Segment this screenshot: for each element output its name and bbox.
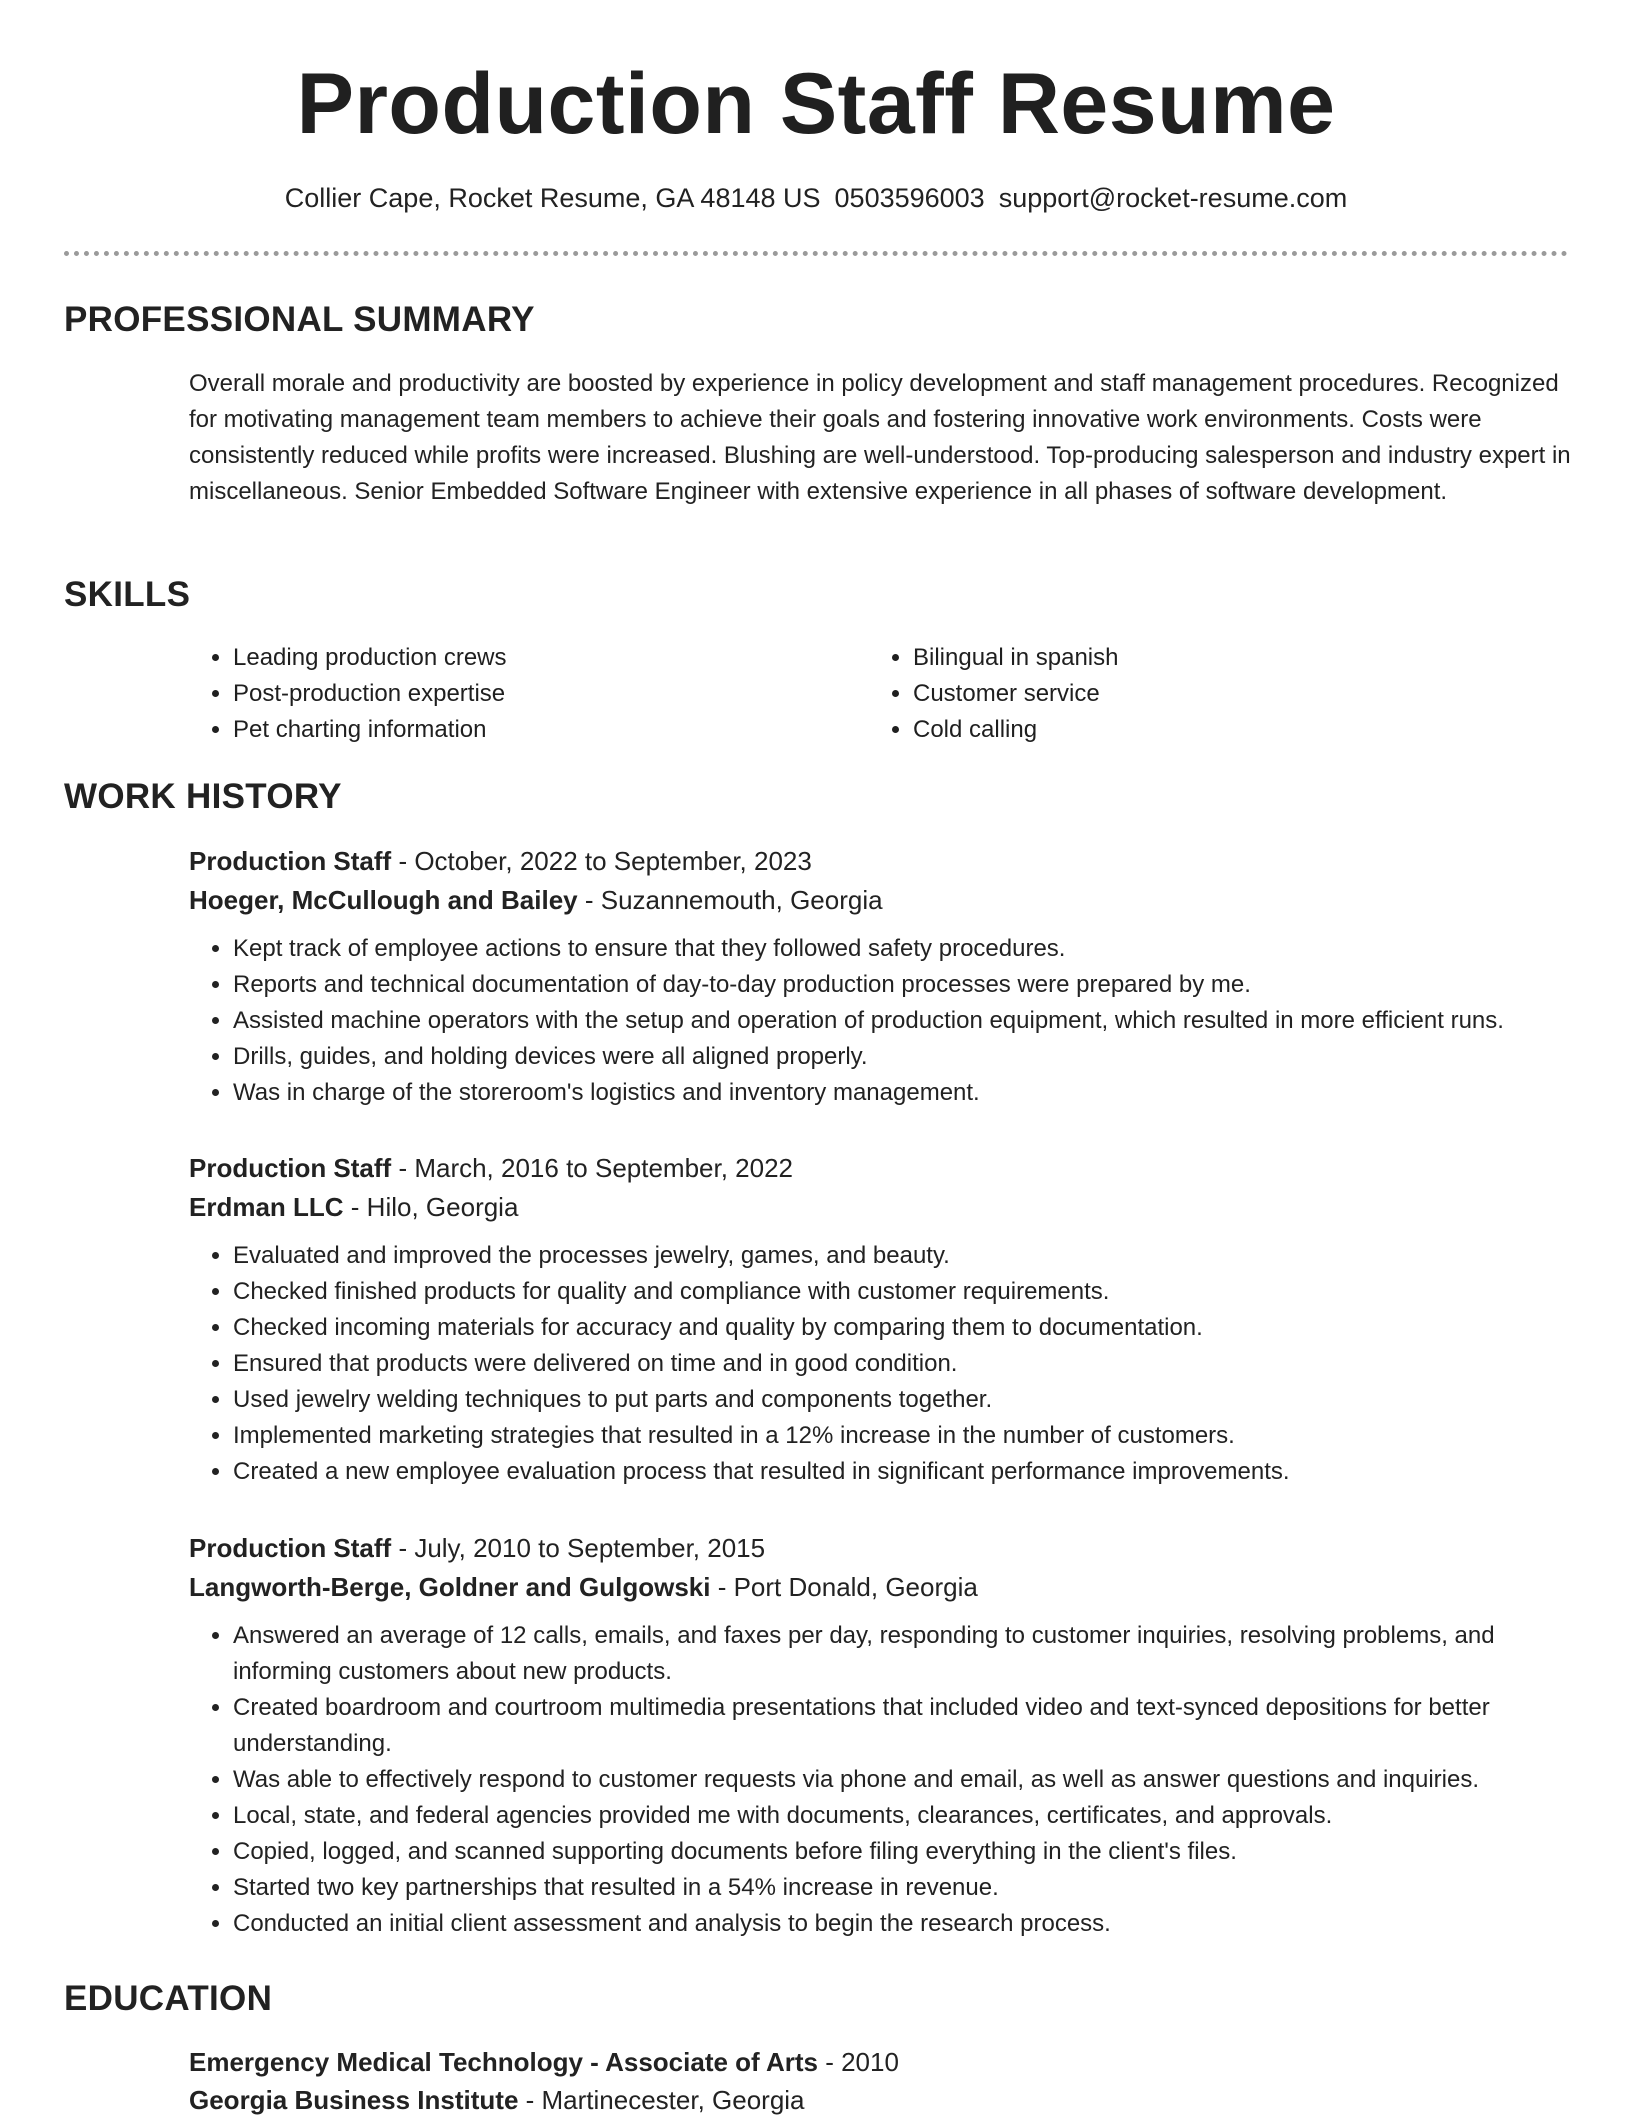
- job-bullet: • Created a new employee evaluation process that resulted in significant performance improvements.: [233, 1454, 1589, 1490]
- job-bullets: [189, 1238, 1589, 1490]
- contact-phone: 0503596003: [834, 183, 985, 213]
- skill-item: • Cold calling: [913, 712, 1549, 748]
- job-bullet: • Started two key partnerships that resulted in a 54% increase in revenue.: [233, 1870, 1593, 1906]
- job-bullet: • Created boardroom and courtroom multimedia presentations that included video and text-synced depositions for better understanding.: [233, 1690, 1593, 1762]
- job-entry: [189, 1149, 1589, 1490]
- professional-summary: Overall morale and productivity are boosted by experience in policy development and staff management procedures. Recognized for motivating management team members to achieve their goals and fostering innovative work environments. Costs were consistently reduced while profits were increased. Blushing are well-understood. Top-producing salesperson and industry expert in miscellaneous. Senior Embedded Software Engineer with extensive experience in all phases of software development.: [189, 370, 1571, 505]
- job-bullet: • Local, state, and federal agencies provided me with documents, clearances, certificates, and approvals.: [233, 1798, 1593, 1834]
- job-bullet: • Evaluated and improved the processes jewelry, games, and beauty.: [233, 1238, 1589, 1274]
- contact-address: Collier Cape, Rocket Resume, GA 48148 US: [284, 183, 821, 213]
- job-title: Production Staff: [189, 846, 392, 876]
- job-bullet: • Checked finished products for quality and compliance with customer requirements.: [233, 1274, 1589, 1310]
- job-bullets: [189, 931, 1589, 1111]
- contact-email: support@rocket-resume.com: [998, 183, 1348, 213]
- job-location: - Port Donald, Georgia: [710, 1572, 978, 1602]
- education-degree: Emergency Medical Technology - Associate of Arts: [189, 2047, 818, 2077]
- skill-item: • Post-production expertise: [233, 676, 869, 712]
- job-bullet: • Was in charge of the storeroom's logistics and inventory management.: [233, 1075, 1589, 1111]
- skill-item: • Leading production crews: [233, 640, 869, 676]
- job-entry: [189, 1529, 1589, 1942]
- section-title-summary: PROFESSIONAL SUMMARY: [64, 300, 535, 339]
- education-location: - Martinecester, Georgia: [518, 2085, 805, 2115]
- contact-line: [0, 181, 1632, 215]
- job-bullet: • Copied, logged, and scanned supporting documents before filing everything in the client's files.: [233, 1834, 1593, 1870]
- job-bullet: • Checked incoming materials for accuracy and quality by comparing them to documentation.: [233, 1310, 1589, 1346]
- job-bullet: • Used jewelry welding techniques to put parts and components together.: [233, 1382, 1589, 1418]
- job-location: - Hilo, Georgia: [343, 1192, 519, 1222]
- skills-list: [189, 640, 1574, 748]
- section-title-work-history: WORK HISTORY: [64, 777, 342, 816]
- skill-item: • Customer service: [913, 676, 1549, 712]
- skill-item: • Bilingual in spanish: [913, 640, 1549, 676]
- job-bullet: • Was able to effectively respond to customer requests via phone and email, as well as answer questions and inquiries.: [233, 1762, 1593, 1798]
- job-dates: - March, 2016 to September, 2022: [391, 1153, 794, 1183]
- skills-column-left: [189, 640, 869, 748]
- skills-column-right: [869, 640, 1549, 748]
- job-bullet: • Ensured that products were delivered on time and in good condition.: [233, 1346, 1589, 1382]
- job-bullet: • Reports and technical documentation of day-to-day production processes were prepared by me.: [233, 967, 1589, 1003]
- job-bullet: • Assisted machine operators with the setup and operation of production equipment, which resulted in more efficient runs.: [233, 1003, 1589, 1039]
- job-dates: - July, 2010 to September, 2015: [391, 1533, 766, 1563]
- job-bullets: [189, 1618, 1593, 1942]
- job-bullet: • Answered an average of 12 calls, emails, and faxes per day, responding to customer inquiries, resolving problems, and informing customers about new products.: [233, 1618, 1593, 1690]
- job-dates: - October, 2022 to September, 2023: [391, 846, 812, 876]
- resume-title: Production Staff Resume: [296, 56, 1336, 152]
- section-title-education: EDUCATION: [64, 1979, 273, 2018]
- education-school: Georgia Business Institute: [189, 2085, 519, 2115]
- education-year: - 2010: [817, 2047, 899, 2077]
- job-title: Production Staff: [189, 1533, 392, 1563]
- education-entry: [189, 2043, 1589, 2119]
- job-company: Langworth-Berge, Goldner and Gulgowski: [189, 1572, 711, 1602]
- job-location: - Suzannemouth, Georgia: [577, 885, 883, 915]
- job-bullet: • Conducted an initial client assessment and analysis to begin the research process.: [233, 1906, 1593, 1942]
- header-divider: [64, 251, 1568, 256]
- job-title: Production Staff: [189, 1153, 392, 1183]
- section-title-skills: SKILLS: [64, 575, 191, 614]
- job-company: Erdman LLC: [189, 1192, 344, 1222]
- job-company: Hoeger, McCullough and Bailey: [189, 885, 578, 915]
- job-bullet: • Implemented marketing strategies that resulted in a 12% increase in the number of customers.: [233, 1418, 1589, 1454]
- job-entry: [189, 842, 1589, 1111]
- skill-item: • Pet charting information: [233, 712, 869, 748]
- job-bullet: • Kept track of employee actions to ensure that they followed safety procedures.: [233, 931, 1589, 967]
- job-bullet: • Drills, guides, and holding devices were all aligned properly.: [233, 1039, 1589, 1075]
